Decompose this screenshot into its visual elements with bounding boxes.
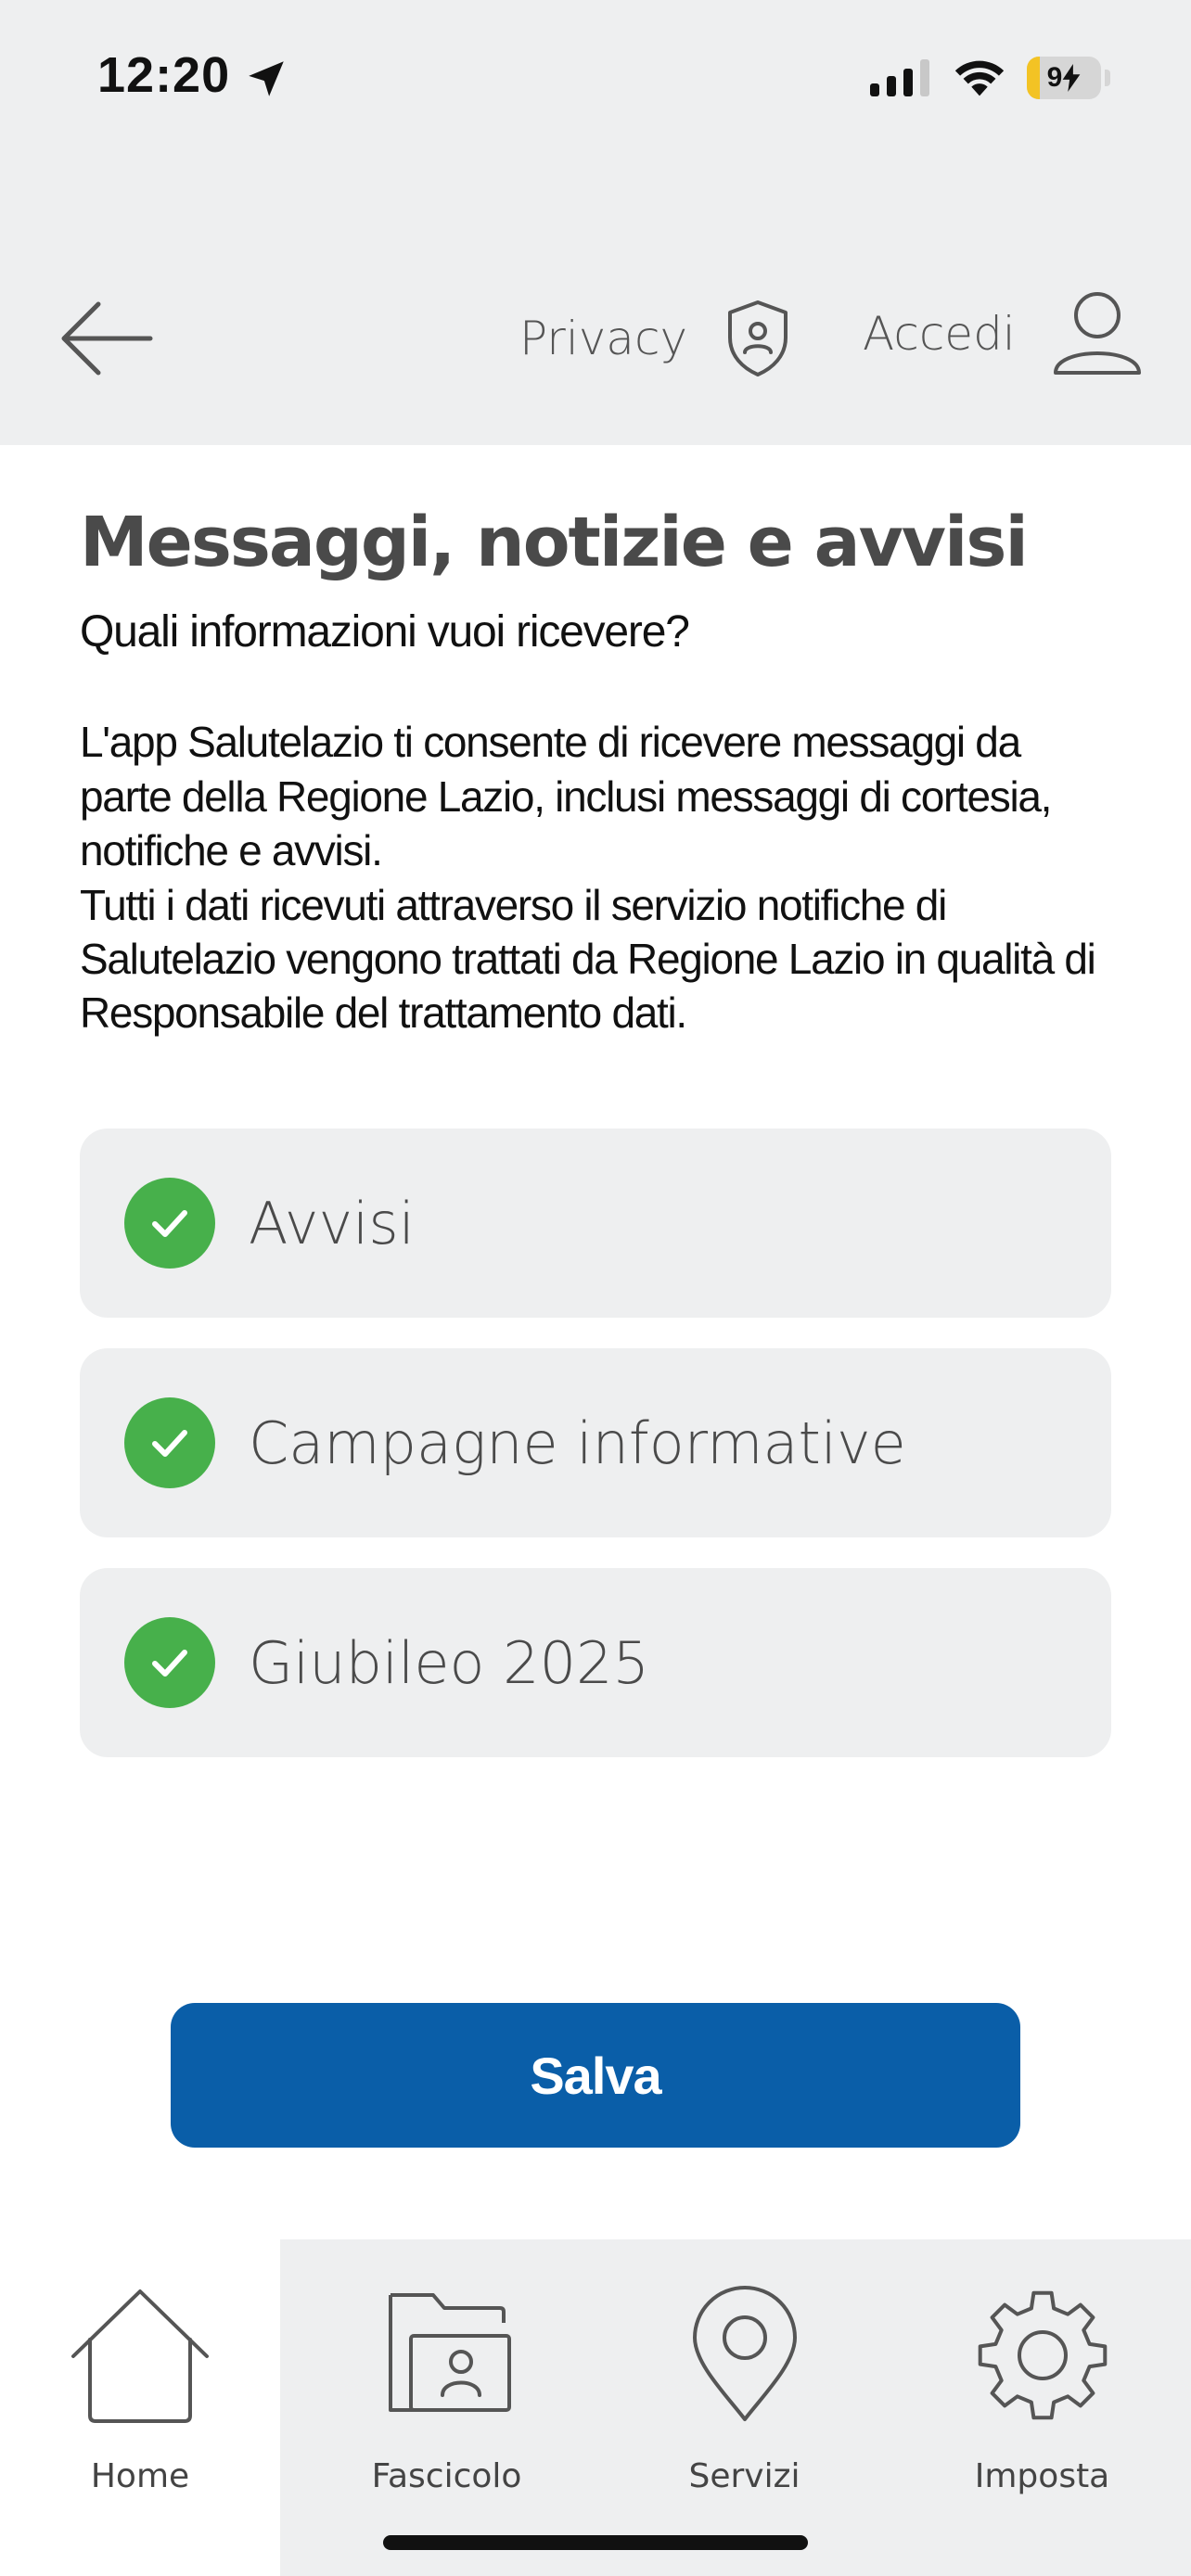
battery-tip <box>1105 70 1110 86</box>
wifi-icon <box>951 54 1008 98</box>
page-title: Messaggi, notizie e avvisi <box>80 503 1027 582</box>
location-arrow-icon <box>243 56 289 102</box>
main-content <box>80 505 1119 1040</box>
check-icon[interactable] <box>124 1397 215 1488</box>
gear-outline <box>980 2293 1105 2418</box>
map-pin-icon <box>689 2286 800 2425</box>
page-subtitle: Quali informazioni vuoi ricevere? <box>80 607 689 657</box>
tab-servizi[interactable] <box>596 2239 893 2576</box>
battery-indicator <box>1027 57 1101 99</box>
shield-user-icon <box>724 299 791 378</box>
home-indicator[interactable] <box>383 2535 808 2550</box>
tab-label: Home <box>90 2457 190 2495</box>
tab-imposta[interactable] <box>893 2239 1191 2576</box>
user-icon <box>1051 289 1144 378</box>
tab-fascicolo[interactable] <box>298 2239 596 2576</box>
option-label: Giubileo 2025 <box>249 1628 649 1697</box>
check-icon[interactable] <box>124 1617 215 1708</box>
option-campagne-informative[interactable] <box>80 1348 1111 1537</box>
login-link[interactable] <box>863 287 1144 380</box>
cellular-signal-icon <box>870 59 929 96</box>
tab-bar <box>0 2239 1191 2576</box>
gear-icon <box>973 2286 1112 2425</box>
arrow-left-icon[interactable] <box>56 297 158 380</box>
tab-home[interactable] <box>0 2239 280 2576</box>
status-bar <box>0 0 1191 158</box>
option-label: Avvisi <box>249 1189 415 1257</box>
tab-label: Fascicolo <box>371 2457 522 2495</box>
login-label: Accedi <box>863 307 1016 361</box>
check-icon[interactable] <box>124 1178 215 1269</box>
option-giubileo-2025[interactable] <box>80 1568 1111 1757</box>
home-icon <box>66 2286 214 2425</box>
folder-user-icon <box>378 2286 517 2416</box>
tab-label: Servizi <box>688 2457 800 2495</box>
privacy-label: Privacy <box>519 312 688 365</box>
privacy-link[interactable] <box>519 297 791 380</box>
top-area <box>0 0 1191 445</box>
save-button[interactable]: Salva <box>171 2003 1020 2148</box>
nav-header <box>0 269 1191 408</box>
battery-text <box>1027 57 1101 99</box>
description-paragraph-1: L'app Salutelazio ti consente di ricevere messaggi da parte della Regione Lazio, inclusi messaggi di cortesia, notifiche e avvisi. <box>80 718 1052 875</box>
description-paragraph-2: Tutti i dati ricevuti attraverso il servizio notifiche di Salutelazio vengono trattati da Regione Lazio in qualità di Responsabile del trattamento dati. <box>80 880 1095 1038</box>
description <box>80 715 1119 1039</box>
status-time: 12:20 <box>97 47 231 103</box>
battery-charging-icon <box>1062 64 1081 92</box>
option-label: Campagne informative <box>249 1409 906 1477</box>
tab-label: Imposta <box>974 2457 1110 2495</box>
option-avvisi[interactable] <box>80 1129 1111 1318</box>
battery-percent: 9 <box>1046 62 1063 93</box>
